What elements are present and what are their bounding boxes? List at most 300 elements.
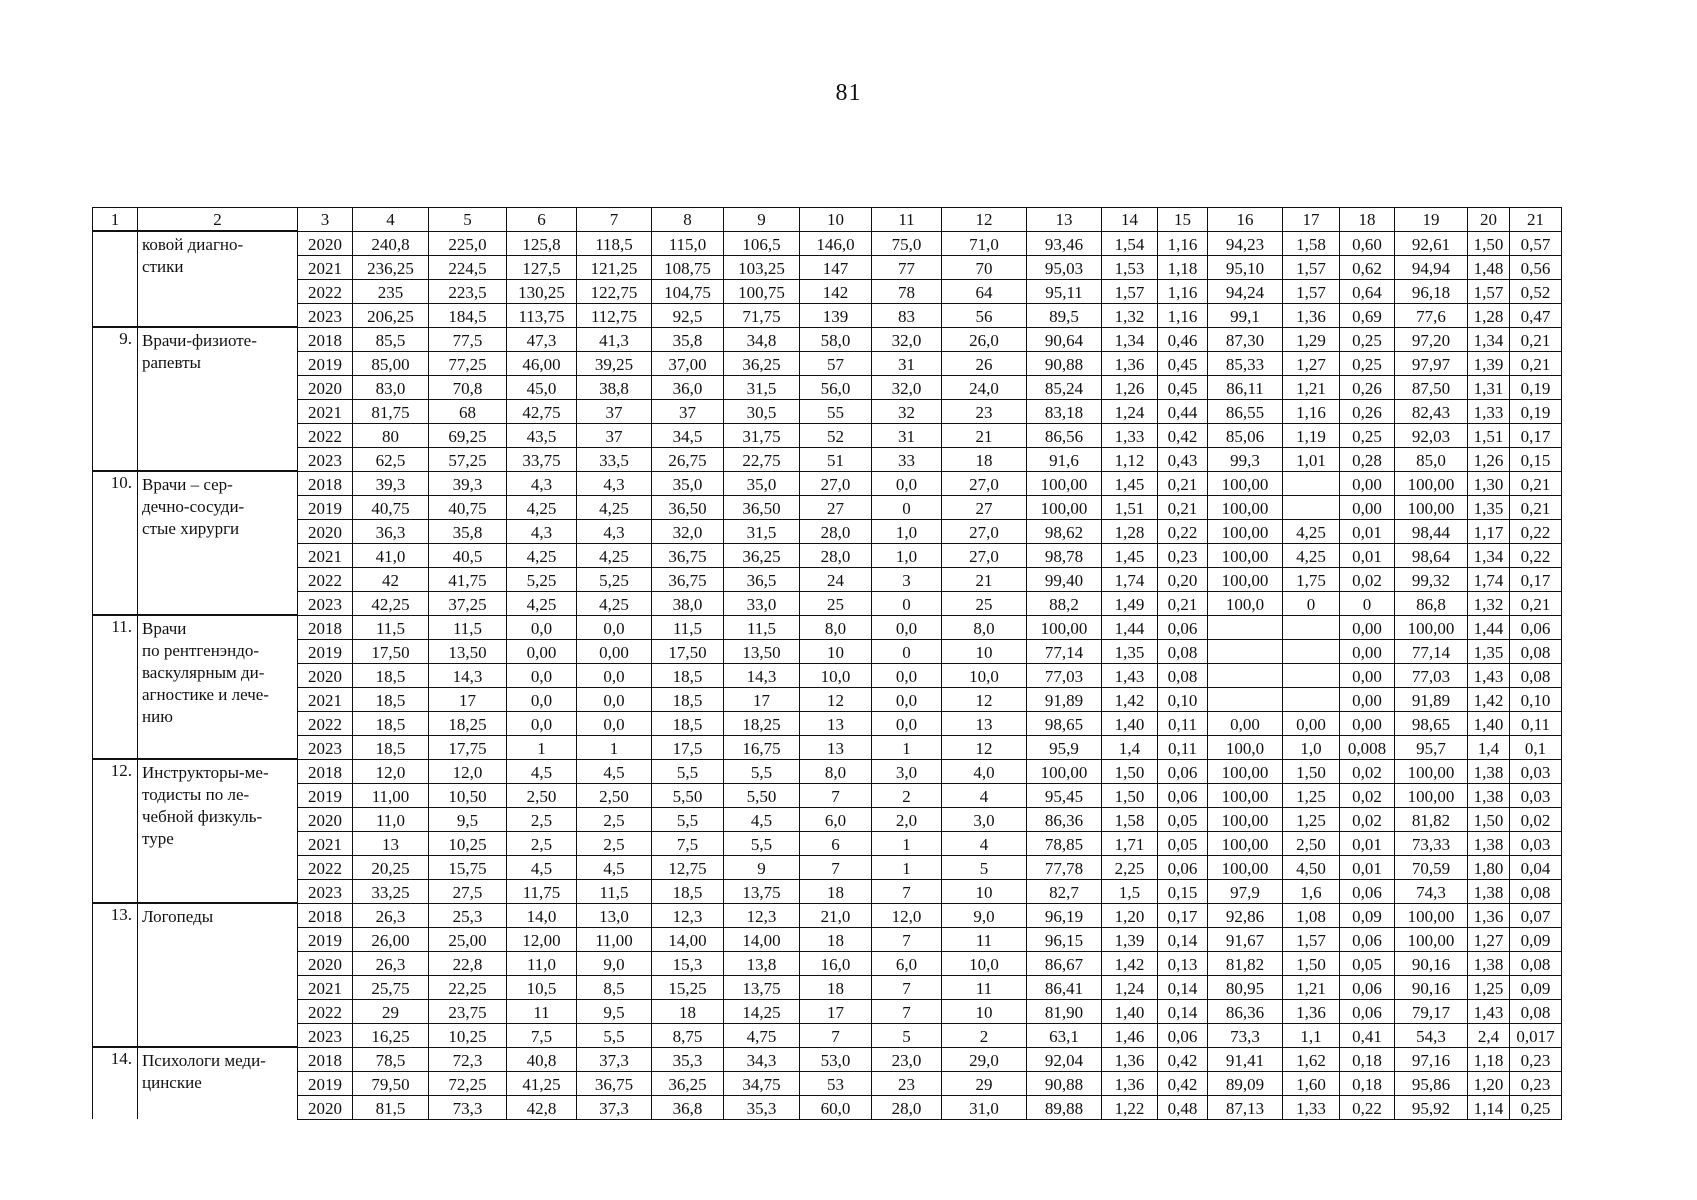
data-cell: 0,08 [1510, 639, 1562, 663]
data-cell: 0,0 [872, 471, 942, 495]
table-row [93, 519, 1562, 543]
data-cell: 85,24 [1027, 375, 1102, 399]
data-cell: 86,55 [1208, 399, 1283, 423]
year-cell: 2019 [298, 783, 353, 807]
column-header: 3 [298, 208, 353, 232]
data-cell: 1,50 [1468, 807, 1510, 831]
data-cell: 52 [800, 423, 872, 447]
data-cell: 1,1 [1283, 1023, 1340, 1047]
data-cell: 0,17 [1158, 903, 1208, 927]
table-row [93, 759, 1562, 783]
data-cell: 0,00 [1283, 711, 1340, 735]
data-cell: 100,00 [1395, 783, 1468, 807]
data-cell: 100,00 [1208, 519, 1283, 543]
data-cell: 0,0 [872, 711, 942, 735]
data-cell: 36,0 [652, 375, 724, 399]
data-cell: 34,75 [724, 1071, 800, 1095]
data-cell: 100,00 [1027, 471, 1102, 495]
data-cell: 1,14 [1468, 1095, 1510, 1119]
data-cell: 41,0 [353, 543, 429, 567]
data-cell: 18 [800, 879, 872, 903]
data-cell: 17,50 [353, 639, 429, 663]
data-cell: 1,40 [1102, 711, 1158, 735]
page-number: 81 [835, 80, 862, 106]
data-cell: 0,0 [577, 687, 652, 711]
data-cell: 95,92 [1395, 1095, 1468, 1119]
table-row [93, 447, 1562, 471]
table-row [93, 471, 1562, 495]
data-cell: 1,28 [1102, 519, 1158, 543]
data-cell: 15,25 [652, 975, 724, 999]
data-cell: 2,4 [1468, 1023, 1510, 1047]
data-cell: 100,00 [1208, 783, 1283, 807]
data-cell: 1,18 [1158, 255, 1208, 279]
data-cell: 0,06 [1158, 759, 1208, 783]
data-cell: 86,67 [1027, 951, 1102, 975]
data-cell: 32 [872, 399, 942, 423]
year-cell: 2023 [298, 879, 353, 903]
data-cell: 12 [942, 735, 1027, 759]
data-cell: 1,16 [1158, 279, 1208, 303]
data-cell: 0,00 [1340, 711, 1395, 735]
data-cell: 1,50 [1102, 759, 1158, 783]
data-cell: 4,25 [1283, 519, 1340, 543]
data-cell: 34,8 [724, 327, 800, 351]
specialty-name [138, 327, 298, 471]
specialty-name-line: Психологи меди- [142, 1051, 266, 1070]
data-cell: 0,48 [1158, 1095, 1208, 1119]
data-cell: 11,5 [353, 615, 429, 639]
year-cell: 2020 [298, 1095, 353, 1119]
specialty-name-line: Врачи – сер- [142, 475, 233, 494]
data-cell: 7 [800, 783, 872, 807]
data-cell: 11,5 [429, 615, 507, 639]
data-cell: 0 [872, 639, 942, 663]
year-cell: 2022 [298, 567, 353, 591]
data-cell: 1,46 [1102, 1023, 1158, 1047]
data-cell: 13,8 [724, 951, 800, 975]
data-cell: 1,34 [1468, 327, 1510, 351]
statistics-table [92, 207, 1562, 1120]
data-cell: 73,33 [1395, 831, 1468, 855]
data-cell: 15,3 [652, 951, 724, 975]
data-cell: 0,00 [1340, 639, 1395, 663]
data-cell: 60,0 [800, 1095, 872, 1119]
data-cell: 41,25 [507, 1071, 577, 1095]
data-cell: 0,02 [1340, 783, 1395, 807]
data-cell: 13 [800, 711, 872, 735]
data-cell: 23 [942, 399, 1027, 423]
data-cell: 53 [800, 1071, 872, 1095]
data-cell: 71,75 [724, 303, 800, 327]
data-cell: 1,25 [1283, 807, 1340, 831]
table-row [93, 735, 1562, 759]
table-row [93, 1095, 1562, 1119]
data-cell: 28,0 [872, 1095, 942, 1119]
data-cell: 0,14 [1158, 927, 1208, 951]
data-cell: 98,64 [1395, 543, 1468, 567]
specialty-name-line: цинские [142, 1073, 202, 1092]
data-cell: 106,5 [724, 231, 800, 255]
data-cell: 0,00 [1208, 711, 1283, 735]
data-cell: 5,5 [724, 759, 800, 783]
data-cell: 0,00 [1340, 687, 1395, 711]
data-cell: 36,5 [724, 567, 800, 591]
data-cell: 11,5 [652, 615, 724, 639]
year-cell: 2022 [298, 711, 353, 735]
data-cell: 4,5 [724, 807, 800, 831]
data-cell: 80 [353, 423, 429, 447]
data-cell: 11 [942, 927, 1027, 951]
data-cell: 13,75 [724, 975, 800, 999]
data-cell: 56,0 [800, 375, 872, 399]
data-cell: 2,50 [507, 783, 577, 807]
data-cell: 96,15 [1027, 927, 1102, 951]
data-cell: 36,25 [652, 1071, 724, 1095]
data-cell: 0,21 [1510, 351, 1562, 375]
data-cell: 1 [872, 831, 942, 855]
data-cell: 25,3 [429, 903, 507, 927]
data-cell: 0,21 [1510, 591, 1562, 615]
data-cell: 82,7 [1027, 879, 1102, 903]
data-cell: 29 [353, 999, 429, 1023]
data-cell: 14,00 [652, 927, 724, 951]
table-row [93, 303, 1562, 327]
data-cell: 4,25 [1283, 543, 1340, 567]
data-cell: 77,5 [429, 327, 507, 351]
data-cell: 90,16 [1395, 975, 1468, 999]
data-cell: 1 [577, 735, 652, 759]
data-cell: 31,5 [724, 375, 800, 399]
specialty-name [138, 759, 298, 903]
data-cell: 85,06 [1208, 423, 1283, 447]
data-cell: 1,75 [1283, 567, 1340, 591]
data-cell: 0,0 [507, 663, 577, 687]
data-cell: 82,43 [1395, 399, 1468, 423]
data-cell: 10 [942, 639, 1027, 663]
row-number: 10. [93, 471, 138, 615]
data-cell: 0,25 [1340, 327, 1395, 351]
data-cell: 5,50 [724, 783, 800, 807]
data-cell: 26,75 [652, 447, 724, 471]
data-cell: 11 [507, 999, 577, 1023]
data-cell: 104,75 [652, 279, 724, 303]
data-cell: 4,3 [577, 519, 652, 543]
column-header: 20 [1468, 208, 1510, 232]
data-cell: 1,0 [872, 543, 942, 567]
data-cell: 31 [872, 423, 942, 447]
data-cell: 0,05 [1340, 951, 1395, 975]
data-cell: 4,25 [507, 591, 577, 615]
data-cell: 240,8 [353, 231, 429, 255]
data-cell [1283, 639, 1340, 663]
data-cell: 0,08 [1158, 663, 1208, 687]
data-cell: 100,00 [1208, 495, 1283, 519]
data-cell: 1,45 [1102, 543, 1158, 567]
data-cell: 40,8 [507, 1047, 577, 1071]
year-cell: 2019 [298, 351, 353, 375]
data-cell: 27 [942, 495, 1027, 519]
data-cell: 62,5 [353, 447, 429, 471]
data-cell: 1,74 [1468, 567, 1510, 591]
data-cell: 46,00 [507, 351, 577, 375]
data-cell: 0,43 [1158, 447, 1208, 471]
data-cell: 95,45 [1027, 783, 1102, 807]
data-cell: 1,50 [1102, 783, 1158, 807]
data-cell: 70,59 [1395, 855, 1468, 879]
data-cell: 43,5 [507, 423, 577, 447]
data-cell: 1,33 [1283, 1095, 1340, 1119]
data-cell: 0,01 [1340, 519, 1395, 543]
data-cell: 0,04 [1510, 855, 1562, 879]
data-cell: 39,3 [353, 471, 429, 495]
data-cell [1283, 663, 1340, 687]
data-cell: 1,36 [1283, 303, 1340, 327]
data-cell: 0,22 [1510, 543, 1562, 567]
data-cell: 0,09 [1340, 903, 1395, 927]
data-cell: 85,0 [1395, 447, 1468, 471]
data-cell: 100,00 [1208, 567, 1283, 591]
data-cell: 17 [429, 687, 507, 711]
data-cell: 0,06 [1340, 879, 1395, 903]
data-cell: 3 [872, 567, 942, 591]
data-cell: 0,21 [1158, 591, 1208, 615]
data-cell: 31,5 [724, 519, 800, 543]
data-cell: 87,50 [1395, 375, 1468, 399]
data-cell: 1,39 [1102, 927, 1158, 951]
data-cell: 54,3 [1395, 1023, 1468, 1047]
year-cell: 2020 [298, 519, 353, 543]
data-cell: 28,0 [800, 543, 872, 567]
data-cell: 26,3 [353, 903, 429, 927]
data-cell: 1,62 [1283, 1047, 1340, 1071]
data-cell: 0,0 [872, 615, 942, 639]
data-cell: 2,5 [507, 807, 577, 831]
data-cell: 90,88 [1027, 351, 1102, 375]
year-cell: 2020 [298, 375, 353, 399]
data-cell: 14,00 [724, 927, 800, 951]
data-cell: 100,00 [1395, 903, 1468, 927]
year-cell: 2022 [298, 279, 353, 303]
data-cell: 0 [1340, 591, 1395, 615]
data-cell: 0,05 [1158, 831, 1208, 855]
data-cell: 64 [942, 279, 1027, 303]
data-cell: 18,5 [652, 879, 724, 903]
column-header: 16 [1208, 208, 1283, 232]
year-cell: 2022 [298, 855, 353, 879]
table-row [93, 375, 1562, 399]
data-cell: 1,36 [1102, 1071, 1158, 1095]
data-cell: 100,00 [1395, 615, 1468, 639]
data-cell: 1,53 [1102, 255, 1158, 279]
data-cell: 8,0 [942, 615, 1027, 639]
data-cell: 23,0 [872, 1047, 942, 1071]
data-cell: 57 [800, 351, 872, 375]
data-cell: 118,5 [577, 231, 652, 255]
data-cell: 2,5 [577, 807, 652, 831]
data-cell: 45,0 [507, 375, 577, 399]
data-cell: 81,82 [1208, 951, 1283, 975]
table-row [93, 543, 1562, 567]
data-cell: 1,16 [1158, 303, 1208, 327]
data-cell: 1,21 [1283, 975, 1340, 999]
data-cell: 224,5 [429, 255, 507, 279]
table-row [93, 615, 1562, 639]
data-cell: 0,07 [1510, 903, 1562, 927]
data-cell: 98,78 [1027, 543, 1102, 567]
data-cell: 81,90 [1027, 999, 1102, 1023]
data-cell: 0,69 [1340, 303, 1395, 327]
year-cell: 2021 [298, 543, 353, 567]
data-cell: 29,0 [942, 1047, 1027, 1071]
year-cell: 2019 [298, 639, 353, 663]
data-cell: 32,0 [872, 327, 942, 351]
data-cell: 36,75 [652, 543, 724, 567]
data-cell: 0,19 [1510, 399, 1562, 423]
data-cell: 1,38 [1468, 831, 1510, 855]
data-cell: 17 [724, 687, 800, 711]
column-header: 4 [353, 208, 429, 232]
data-cell: 38,0 [652, 591, 724, 615]
data-cell: 108,75 [652, 255, 724, 279]
data-cell: 0,21 [1158, 471, 1208, 495]
data-cell: 0,08 [1510, 879, 1562, 903]
data-cell: 40,5 [429, 543, 507, 567]
data-cell: 0,02 [1340, 807, 1395, 831]
data-cell: 0 [872, 591, 942, 615]
data-cell: 98,44 [1395, 519, 1468, 543]
data-cell: 33,5 [577, 447, 652, 471]
data-cell: 5,25 [577, 567, 652, 591]
column-header: 1 [93, 208, 138, 232]
data-cell: 42,8 [507, 1095, 577, 1119]
year-cell: 2018 [298, 615, 353, 639]
data-cell: 0,06 [1158, 783, 1208, 807]
data-cell: 0,14 [1158, 999, 1208, 1023]
specialty-name-line: чебной физкуль- [142, 807, 263, 826]
data-cell: 0,00 [1340, 495, 1395, 519]
data-cell: 88,2 [1027, 591, 1102, 615]
data-cell: 1,29 [1283, 327, 1340, 351]
data-cell: 35,3 [724, 1095, 800, 1119]
data-cell: 7,5 [652, 831, 724, 855]
data-cell: 83,0 [353, 375, 429, 399]
data-cell: 92,61 [1395, 231, 1468, 255]
data-cell: 18,25 [724, 711, 800, 735]
data-cell: 1,39 [1468, 351, 1510, 375]
data-cell: 0,00 [1340, 615, 1395, 639]
data-cell: 4,3 [577, 471, 652, 495]
data-cell: 0,09 [1510, 927, 1562, 951]
data-cell: 37 [652, 399, 724, 423]
data-cell: 36,50 [724, 495, 800, 519]
data-cell: 1,20 [1468, 1071, 1510, 1095]
table-row [93, 231, 1562, 255]
data-cell: 1,32 [1468, 591, 1510, 615]
data-cell: 0,19 [1510, 375, 1562, 399]
row-number: 12. [93, 759, 138, 903]
data-cell: 72,3 [429, 1047, 507, 1071]
data-cell: 0,02 [1510, 807, 1562, 831]
data-cell: 11,5 [577, 879, 652, 903]
data-cell: 96,18 [1395, 279, 1468, 303]
data-cell: 100,00 [1027, 495, 1102, 519]
data-cell: 236,25 [353, 255, 429, 279]
data-cell: 1,60 [1283, 1071, 1340, 1095]
data-cell: 146,0 [800, 231, 872, 255]
data-cell: 125,8 [507, 231, 577, 255]
data-cell [1208, 639, 1283, 663]
data-cell: 7 [800, 855, 872, 879]
data-cell: 4,25 [577, 543, 652, 567]
data-cell: 7 [872, 879, 942, 903]
row-number: 11. [93, 615, 138, 759]
data-cell: 0,21 [1158, 495, 1208, 519]
data-cell: 1,33 [1102, 423, 1158, 447]
data-cell: 1,38 [1468, 951, 1510, 975]
data-cell: 0,21 [1510, 495, 1562, 519]
data-cell: 112,75 [577, 303, 652, 327]
data-cell: 1,45 [1102, 471, 1158, 495]
data-cell: 1,71 [1102, 831, 1158, 855]
data-cell: 8,75 [652, 1023, 724, 1047]
data-cell: 71,0 [942, 231, 1027, 255]
data-cell: 1,57 [1283, 255, 1340, 279]
column-header: 13 [1027, 208, 1102, 232]
data-cell: 0,03 [1510, 831, 1562, 855]
table-row [93, 975, 1562, 999]
data-cell: 0,06 [1340, 975, 1395, 999]
data-cell: 103,25 [724, 255, 800, 279]
specialty-name [138, 903, 298, 1047]
data-cell: 12 [942, 687, 1027, 711]
data-cell: 18 [800, 927, 872, 951]
specialty-name-line: туре [142, 829, 174, 848]
data-cell: 100,00 [1395, 471, 1468, 495]
data-cell: 1,42 [1468, 687, 1510, 711]
data-cell: 36,25 [724, 351, 800, 375]
data-cell: 42,75 [507, 399, 577, 423]
data-cell: 0,17 [1510, 567, 1562, 591]
data-cell: 36,25 [724, 543, 800, 567]
data-cell: 0,0 [577, 663, 652, 687]
data-cell: 100,0 [1208, 735, 1283, 759]
data-cell: 1,74 [1102, 567, 1158, 591]
data-cell: 17,50 [652, 639, 724, 663]
data-cell: 1,51 [1468, 423, 1510, 447]
data-cell: 27,0 [942, 471, 1027, 495]
data-cell: 12,0 [429, 759, 507, 783]
column-header: 12 [942, 208, 1027, 232]
data-cell: 93,46 [1027, 231, 1102, 255]
column-header: 17 [1283, 208, 1340, 232]
column-header: 2 [138, 208, 298, 232]
table-row [93, 591, 1562, 615]
specialty-name-line: стые хирурги [142, 519, 240, 538]
data-cell: 100,00 [1027, 759, 1102, 783]
data-cell: 100,00 [1208, 543, 1283, 567]
data-cell: 6,0 [872, 951, 942, 975]
data-cell: 80,95 [1208, 975, 1283, 999]
data-cell: 27,0 [942, 519, 1027, 543]
data-cell: 1,4 [1102, 735, 1158, 759]
year-cell: 2020 [298, 807, 353, 831]
data-cell: 0,11 [1158, 735, 1208, 759]
table-row [93, 999, 1562, 1023]
data-cell: 0,42 [1158, 423, 1208, 447]
data-cell [1283, 687, 1340, 711]
data-cell: 1 [872, 855, 942, 879]
